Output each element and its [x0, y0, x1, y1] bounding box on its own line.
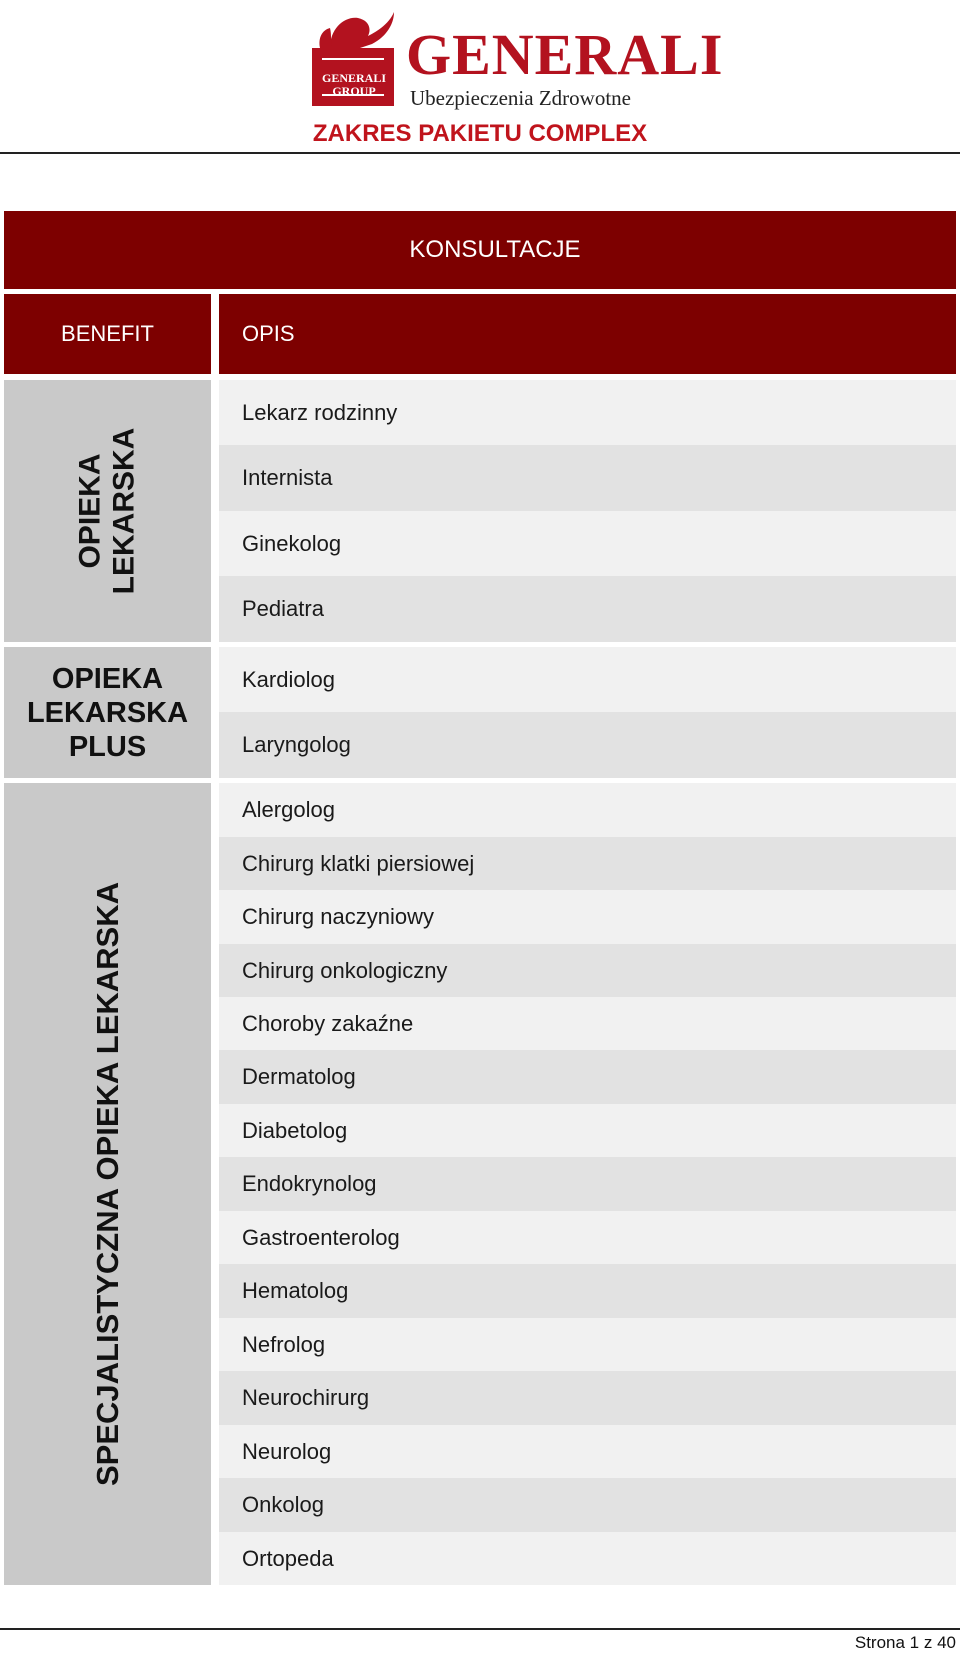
benefit-group-label: OPIEKA LEKARSKA PLUS [26, 662, 189, 763]
table-row: Lekarz rodzinny [219, 380, 956, 445]
benefit-group-opieka-lekarska [4, 380, 211, 642]
document-title: ZAKRES PAKIETU COMPLEX [312, 120, 648, 147]
table-row: Endokrynolog [219, 1157, 956, 1211]
benefit-group-label: SPECJALISTYCZNA OPIEKA LEKARSKA [89, 882, 125, 1486]
section-title: KONSULTACJE [4, 211, 956, 289]
table-row: Kardiolog [219, 647, 956, 712]
column-header-benefit: BENEFIT [4, 294, 211, 374]
benefit-group-specjalistyczna [4, 783, 211, 1585]
table-row: Gastroenterolog [219, 1211, 956, 1264]
table-row: Internista [219, 445, 956, 511]
brand-name: GENERALI [406, 22, 724, 87]
table-row: Nefrolog [219, 1318, 956, 1371]
table-row: Pediatra [219, 576, 956, 642]
table-row: Neurochirurg [219, 1371, 956, 1425]
table-row: Chirurg naczyniowy [219, 890, 956, 944]
table-row: Ginekolog [219, 511, 956, 576]
generali-logo [310, 8, 724, 110]
table-row: Diabetolog [219, 1104, 956, 1157]
table-row: Onkolog [219, 1478, 956, 1532]
table-row: Dermatolog [219, 1050, 956, 1104]
page-number: Strona 1 z 40 [854, 1633, 956, 1652]
benefit-group-label: OPIEKA LEKARSKA [73, 427, 141, 595]
table-row: Choroby zakaźne [219, 997, 956, 1050]
table-row: Neurolog [219, 1425, 956, 1478]
header-divider [0, 152, 960, 154]
logo-group-lettering: GENERALI GROUP [321, 71, 386, 98]
table-row: Ortopeda [219, 1532, 956, 1585]
brand-subtitle: Ubezpieczenia Zdrowotne [410, 86, 631, 110]
footer-divider [0, 1628, 960, 1630]
table-row: Laryngolog [219, 712, 956, 778]
table-row: Chirurg klatki piersiowej [219, 837, 956, 890]
column-header-opis: OPIS [219, 294, 956, 374]
table-row: Chirurg onkologiczny [219, 944, 956, 997]
benefit-group-opieka-lekarska-plus [4, 647, 211, 778]
table-row: Hematolog [219, 1264, 956, 1318]
table-row: Alergolog [219, 783, 956, 837]
